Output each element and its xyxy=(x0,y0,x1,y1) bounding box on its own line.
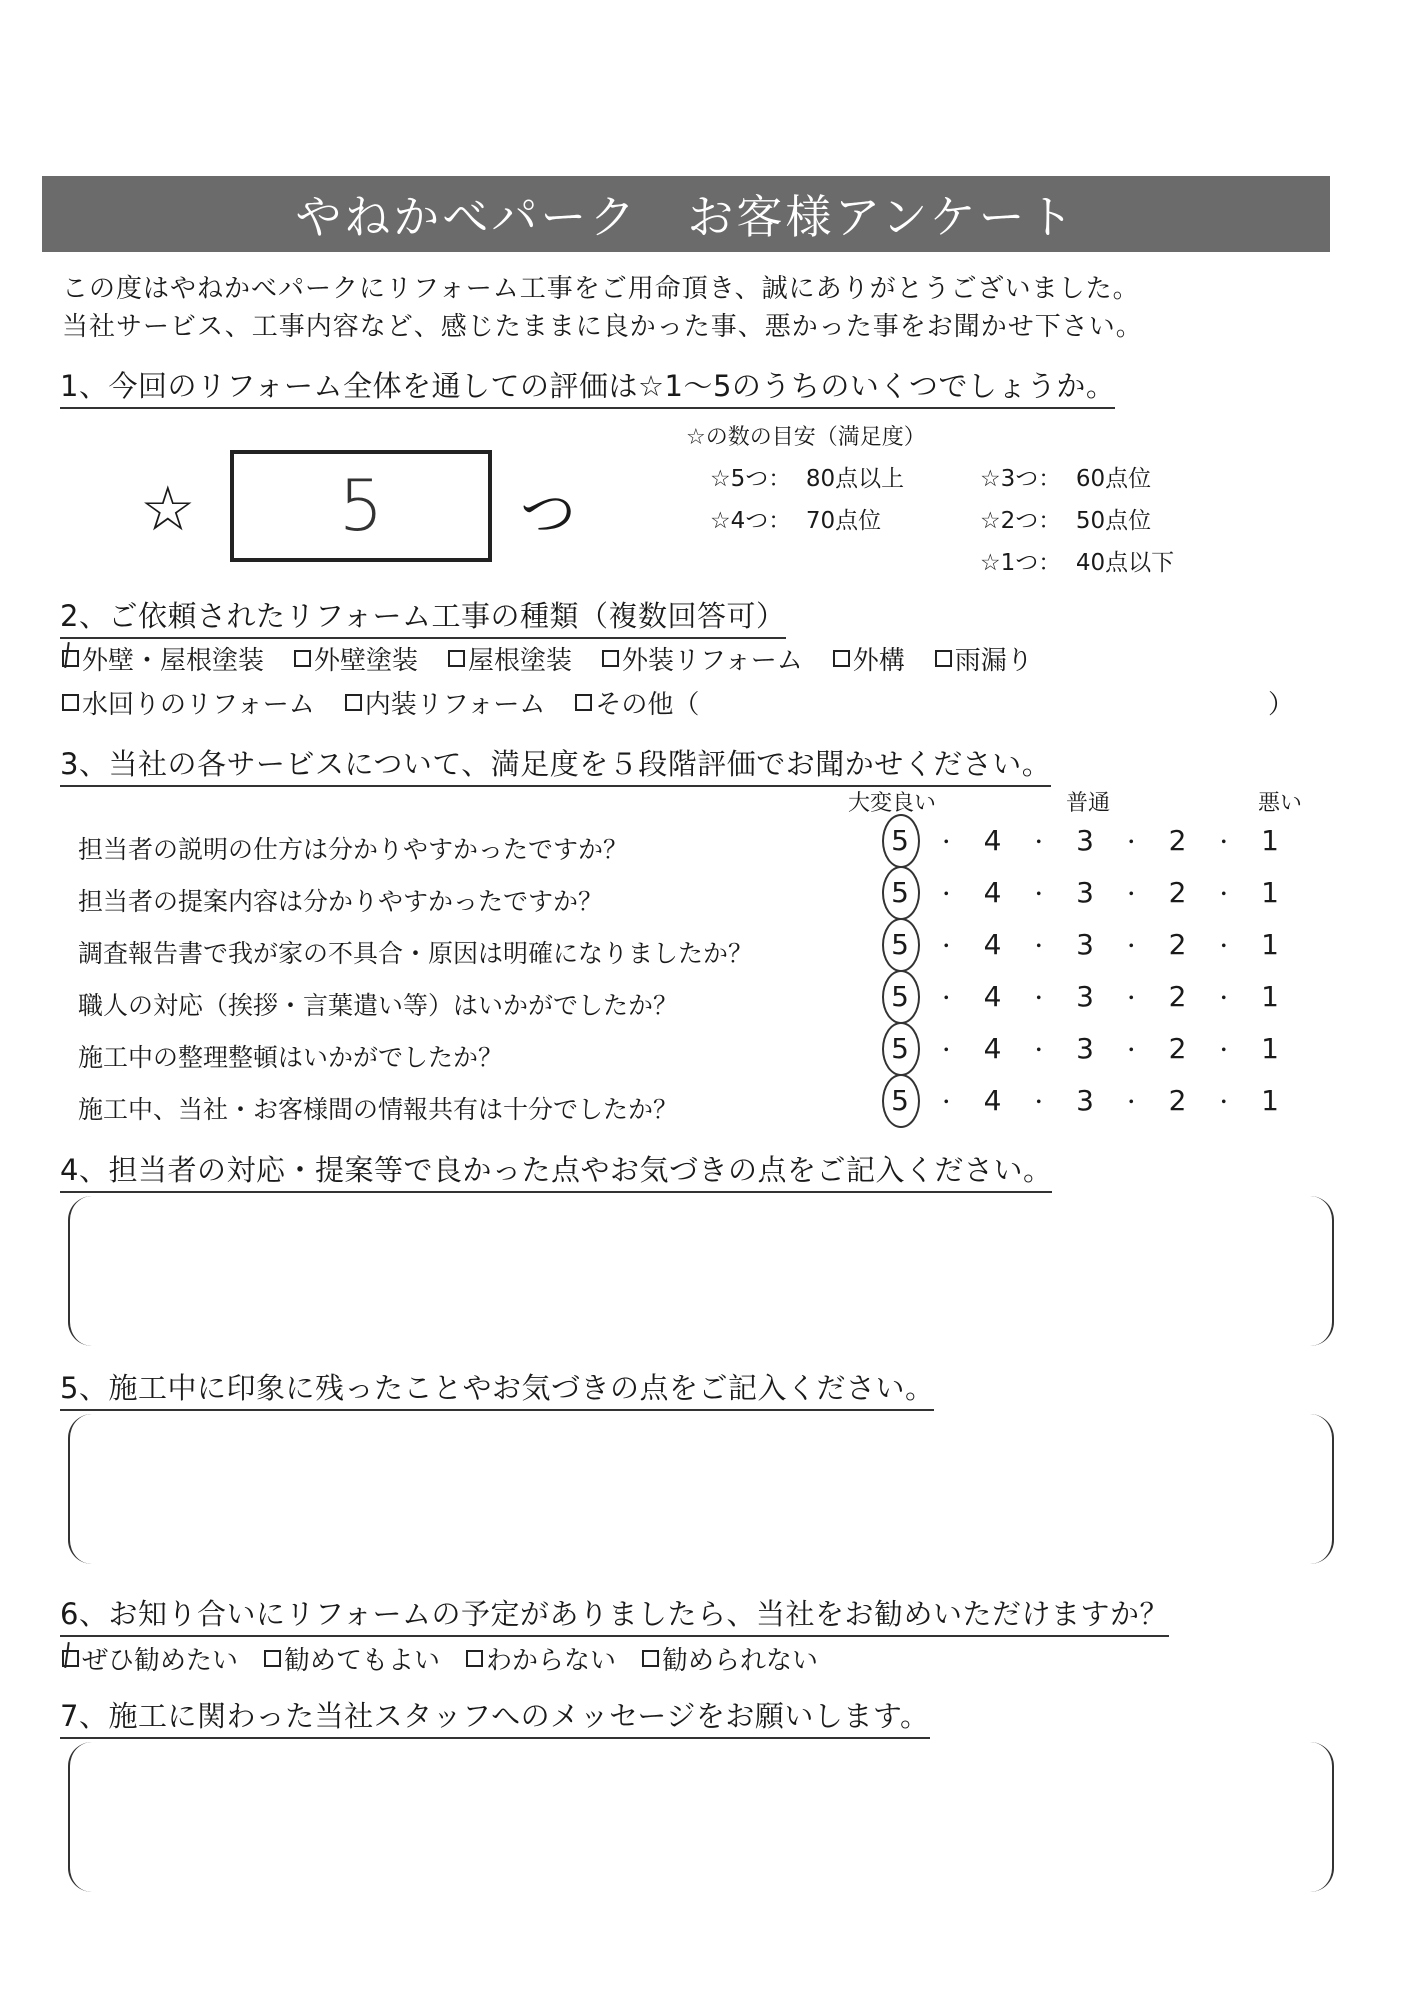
q2-heading: 2、ご依頼されたリフォーム工事の種類（複数回答可） xyxy=(60,594,786,639)
rating-option-3[interactable]: 3 xyxy=(1076,980,1094,1013)
q5-answer-area[interactable] xyxy=(68,1414,1334,1564)
q1-legend-title: ☆の数の目安（満足度） xyxy=(686,425,926,450)
rating-option-3[interactable]: 3 xyxy=(1076,824,1094,857)
rating-option-4[interactable]: 4 xyxy=(983,1084,1002,1117)
checkbox-icon[interactable] xyxy=(642,1650,659,1667)
legend-item-3: ☆3つ： 60点位 xyxy=(980,466,1152,492)
rating-option-2[interactable]: 2 xyxy=(1168,980,1187,1013)
rating-option-3[interactable]: 3 xyxy=(1076,876,1094,909)
intro-line-1: この度はやねかべパークにリフォーム工事をご用命頂き、誠にありがとうございました。 xyxy=(62,274,1140,304)
option-exterior-roof-painting[interactable]: 外壁・屋根塗装 xyxy=(62,640,264,677)
checkbox-icon[interactable] xyxy=(294,650,311,667)
q4-heading: 4、担当者の対応・提案等で良かった点やお気づきの点をご記入ください。 xyxy=(60,1148,1052,1193)
rating-option-1[interactable]: 1 xyxy=(1261,928,1279,961)
scale-label-best: 大変良い xyxy=(848,791,937,816)
option-definitely-recommend[interactable]: ぜひ勧めたい xyxy=(62,1640,238,1677)
rating-option-2[interactable]: 2 xyxy=(1168,1032,1187,1065)
q6-options xyxy=(62,1640,818,1677)
checkbox-icon[interactable] xyxy=(345,694,362,711)
survey-title: やねかべパーク お客様アンケート xyxy=(295,190,1077,244)
option-may-recommend[interactable]: 勧めてもよい xyxy=(264,1640,440,1677)
star-icon: ☆ xyxy=(140,472,196,545)
checkbox-icon[interactable] xyxy=(62,694,79,711)
q1-heading: 1、今回のリフォーム全体を通しての評価は☆1～5のうちのいくつでしょうか。 xyxy=(60,364,1115,409)
q2-options-row-1 xyxy=(62,640,1033,677)
rating-option-1[interactable]: 1 xyxy=(1261,1032,1279,1065)
rating-option-4[interactable]: 4 xyxy=(983,928,1002,961)
q1-suffix: つ xyxy=(520,482,576,547)
other-close-paren: ） xyxy=(1268,690,1295,720)
rating-question-4: 職人の対応（挨拶・言葉遣い等）はいかがでしたか？ xyxy=(78,991,679,1020)
checkbox-icon[interactable] xyxy=(575,694,592,711)
scale-label-mid: 普通 xyxy=(1066,791,1111,816)
legend-item-1: ☆1つ： 40点以下 xyxy=(980,550,1175,576)
rating-option-5[interactable]: 5 xyxy=(880,824,920,857)
rating-option-5[interactable]: 5 xyxy=(880,876,920,909)
rating-question-1: 担当者の説明の仕方は分かりやすかったですか？ xyxy=(78,835,629,864)
checkbox-icon[interactable] xyxy=(448,650,465,667)
q7-answer-area[interactable] xyxy=(68,1742,1334,1892)
survey-header-bar xyxy=(42,176,1330,252)
rating-option-1[interactable]: 1 xyxy=(1261,1084,1279,1117)
q4-answer-area[interactable] xyxy=(68,1196,1334,1346)
checkbox-icon[interactable] xyxy=(466,1650,483,1667)
rating-question-2: 担当者の提案内容は分かりやすかったですか？ xyxy=(78,887,604,916)
scale-label-worst: 悪い xyxy=(1258,791,1303,816)
rating-option-2[interactable]: 2 xyxy=(1168,876,1187,909)
rating-option-1[interactable]: 1 xyxy=(1261,980,1279,1013)
rating-option-3[interactable]: 3 xyxy=(1076,928,1094,961)
rating-option-5[interactable]: 5 xyxy=(880,1032,920,1065)
checkbox-icon[interactable] xyxy=(264,1650,281,1667)
option-other[interactable]: その他（ xyxy=(575,684,699,721)
rating-option-4[interactable]: 4 xyxy=(983,980,1002,1013)
q7-heading: 7、施工に関わった当社スタッフへのメッセージをお願いします。 xyxy=(60,1694,930,1739)
option-exterior-reform[interactable]: 外装リフォーム xyxy=(602,640,803,677)
rating-option-2[interactable]: 2 xyxy=(1168,1084,1187,1117)
rating-option-5[interactable]: 5 xyxy=(880,928,920,961)
q6-heading: 6、お知り合いにリフォームの予定がありましたら、当社をお勧めいただけますか？ xyxy=(60,1592,1169,1637)
option-water-reform[interactable]: 水回りのリフォーム xyxy=(62,684,315,721)
rating-scale-3: 5 ・ 4 ・ 3 ・ 2 ・ 1 xyxy=(880,928,1290,961)
rating-option-2[interactable]: 2 xyxy=(1168,928,1187,961)
rating-scale-2: 5 ・ 4 ・ 3 ・ 2 ・ 1 xyxy=(880,876,1290,909)
rating-option-3[interactable]: 3 xyxy=(1076,1032,1094,1065)
legend-item-5: ☆5つ： 80点以上 xyxy=(710,466,905,492)
rating-option-4[interactable]: 4 xyxy=(983,876,1002,909)
option-interior-reform[interactable]: 内装リフォーム xyxy=(345,684,546,721)
option-cannot-recommend[interactable]: 勧められない xyxy=(642,1640,818,1677)
checkbox-icon[interactable] xyxy=(602,650,619,667)
option-roof-painting[interactable]: 屋根塗装 xyxy=(448,640,572,677)
q1-answer-box[interactable] xyxy=(230,450,492,562)
option-not-sure[interactable]: わからない xyxy=(466,1640,616,1677)
q3-heading: 3、当社の各サービスについて、満足度を５段階評価でお聞かせください。 xyxy=(60,742,1051,787)
rating-question-3: 調査報告書で我が家の不具合・原因は明確になりましたか？ xyxy=(78,939,754,968)
q1-answer-value: 5 xyxy=(338,465,384,547)
rating-option-4[interactable]: 4 xyxy=(983,824,1002,857)
rating-option-2[interactable]: 2 xyxy=(1168,824,1187,857)
rating-option-3[interactable]: 3 xyxy=(1076,1084,1094,1117)
rating-option-1[interactable]: 1 xyxy=(1261,876,1279,909)
checkbox-icon[interactable] xyxy=(62,1650,79,1667)
rating-scale-6: 5 ・ 4 ・ 3 ・ 2 ・ 1 xyxy=(880,1084,1290,1117)
option-exterior-painting[interactable]: 外壁塗装 xyxy=(294,640,418,677)
checkbox-icon[interactable] xyxy=(833,650,850,667)
checkbox-icon[interactable] xyxy=(62,650,79,667)
intro-line-2: 当社サービス、工事内容など、感じたままに良かった事、悪かった事をお聞かせ下さい。 xyxy=(62,312,1143,342)
rating-option-1[interactable]: 1 xyxy=(1261,824,1279,857)
rating-scale-5: 5 ・ 4 ・ 3 ・ 2 ・ 1 xyxy=(880,1032,1290,1065)
legend-item-2: ☆2つ： 50点位 xyxy=(980,508,1152,534)
rating-question-5: 施工中の整理整頓はいかがでしたか？ xyxy=(78,1043,504,1072)
rating-question-6: 施工中、当社・お客様間の情報共有は十分でしたか？ xyxy=(78,1095,679,1124)
q5-heading: 5、施工中に印象に残ったことやお気づきの点をご記入ください。 xyxy=(60,1366,934,1411)
option-exterior-structure[interactable]: 外構 xyxy=(833,640,905,677)
rating-option-5[interactable]: 5 xyxy=(880,1084,920,1117)
rating-option-4[interactable]: 4 xyxy=(983,1032,1002,1065)
q2-options-row-2 xyxy=(62,684,699,721)
rating-option-5[interactable]: 5 xyxy=(880,980,920,1013)
checkbox-icon[interactable] xyxy=(935,650,952,667)
option-leak[interactable]: 雨漏り xyxy=(935,640,1033,677)
rating-scale-1: 5 ・ 4 ・ 3 ・ 2 ・ 1 xyxy=(880,824,1290,857)
rating-scale-4: 5 ・ 4 ・ 3 ・ 2 ・ 1 xyxy=(880,980,1290,1013)
legend-item-4: ☆4つ： 70点位 xyxy=(710,508,882,534)
